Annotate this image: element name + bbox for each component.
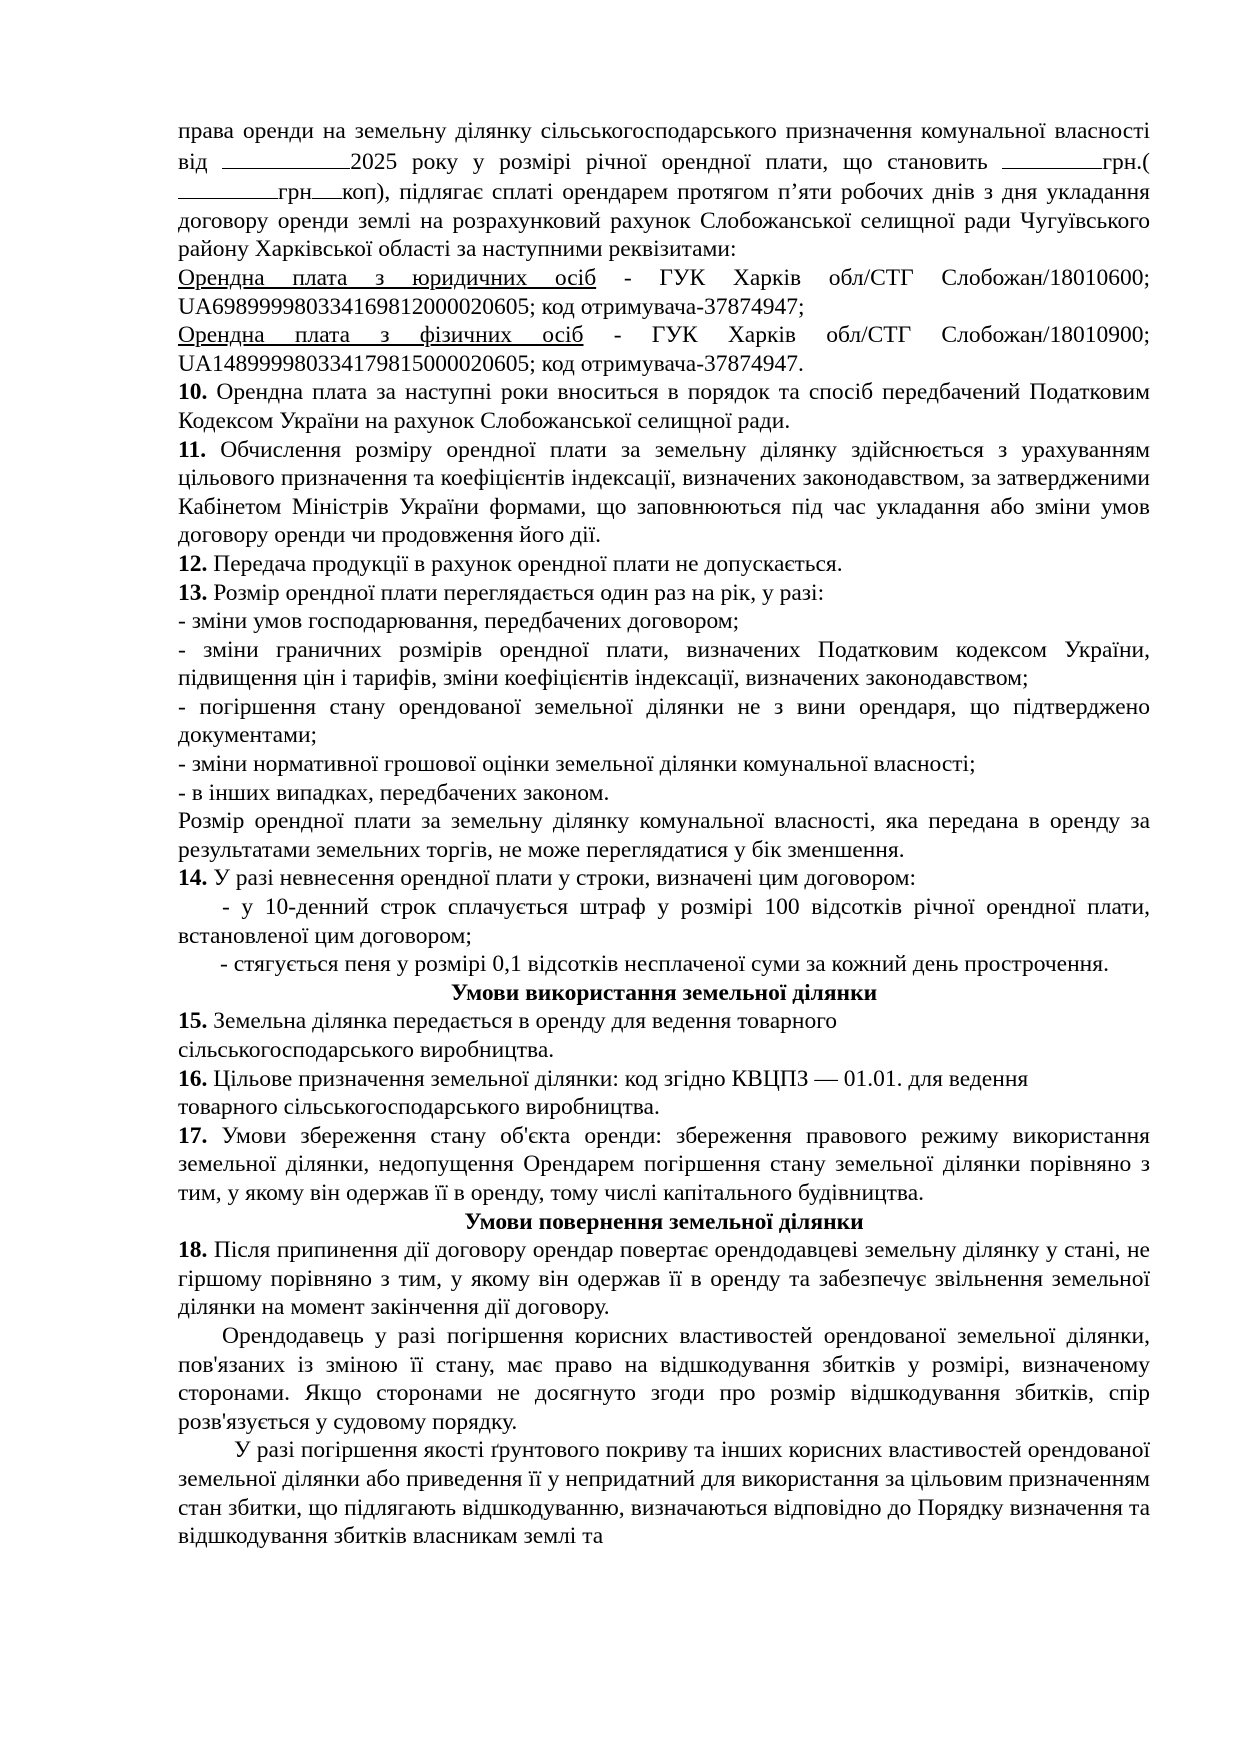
clause-number: 18. [178,1237,208,1264]
amount-words-blank [178,176,278,199]
clause-13-item: - погіршення стану орендованої земельної ділянки не з вини орендаря, що підтверджено документами; [178,693,1150,749]
clause-13-item: - зміни нормативної грошової оцінки земельної ділянки комунальної власності; [178,751,976,778]
clause-number: 14. [178,865,208,892]
clause-13-item: - зміни умов господарювання, передбачених договором; [178,608,740,635]
clause-text: Цільове призначення земельної ділянки: код згідно КВЦПЗ — 01.01. для ведення [207,1065,1029,1092]
legal-label: Орендна плата з юридичних осіб [178,264,597,291]
document-page [178,117,1150,1551]
clause-number: 15. [178,1008,208,1035]
clause-13-item: - в інших випадках, передбачених законом. [178,779,610,806]
clause-text: Після припинення дії договору орендар повертає орендодавцеві земельну ділянку у стані, не гіршому порівняно з тим, у якому він одержав її в оренду та забезпечує звільнення земельної ділянки на момент закінчення дії договору. [178,1237,1150,1321]
clause-13 [178,579,1150,608]
clause-11 [178,436,1150,550]
clause-text-cont: товарного сільськогосподарського виробництва. [178,1094,660,1121]
clause-text: Передача продукції в рахунок орендної плати не допускається. [207,550,843,577]
clause-number: 12. [178,550,208,577]
clause-15 [178,1007,1150,1064]
clause-17 [178,1122,1150,1208]
clause-16 [178,1065,1150,1122]
kop-blank [312,176,342,199]
intro-text-2: 2025 року у розмірі річної орендної плати, що становить [350,148,1003,175]
clause-18-paragraph-3: У разі погіршення якості ґрунтового покриву та інших корисних властивостей орендованої земельної ділянки або приведення її у непридатний для використання за цільовим призначенням стан збитки, що підлягають відшкодуванню, визначаються відповідно до Порядку визначення та відшкодування збитків власникам землі та [178,1437,1150,1550]
date-blank [222,146,350,169]
legal-text: - ГУК Харків обл/СТГ Слобожан/18010600; UA698999980334169812000020605; код отримувача-37874947; [178,264,1150,320]
physical-text: - ГУК Харків обл/СТГ Слобожан/18010900; UA148999980334179815000020605; код отримувача-37874947. [178,322,1150,377]
clause-text: Орендна плата за наступні роки вноситься в порядок та спосіб передбачений Податковим Кодексом України на рахунок Слобожанської селищної ради. [178,379,1150,434]
clause-number: 17. [178,1122,208,1149]
clause-14 [178,864,1150,893]
clause-14-item: - у 10-денний строк сплачується штраф у розмірі 100 відсотків річної орендної плати, встановленої цим договором; [178,894,1150,949]
section-heading-return: Умови повернення земельної ділянки [464,1208,864,1235]
clause-18-paragraph-2: Орендодавець у разі погіршення корисних властивостей орендованої земельної ділянки, пов'язаних із зміною її стану, має право на відшкодування збитків у розмірі, визначеному сторонами. Якщо сторонами не досягнуто згоди про розмір відшкодування збитків, спір розв'язується у судовому порядку. [178,1322,1150,1435]
intro-text-5: коп), підлягає сплаті орендарем протягом п’яти робочих днів з дня укладання договору оренди землі на розрахунковий рахунок Слобожанської селищної ради Чугуївського району Харківської області за наступними реквізитами: [178,179,1150,263]
clause-text: Розмір орендної плати переглядається один раз на рік, у разі: [207,579,825,606]
requisites-legal [178,264,1150,321]
physical-label: Орендна плата з фізичних осіб [178,322,584,349]
clause-14-item: - стягується пеня у розмірі 0,1 відсотків несплаченої суми за кожний день прострочення. [220,951,1109,978]
intro-text-3: грн.( [1102,148,1150,175]
clause-13-note: Розмір орендної плати за земельну ділянку комунальної власності, яка передана в оренду за результатами земельних торгів, не може переглядатися у бік зменшення. [178,808,1150,863]
clause-18 [178,1236,1150,1322]
clause-12 [178,550,1150,579]
clause-number: 11. [178,436,207,463]
clause-number: 16. [178,1065,208,1092]
amount-blank [1002,146,1102,169]
clause-number: 13. [178,579,208,606]
intro-text-4: грн [278,179,312,206]
clause-text: Умови збереження стану об'єкта оренди: збереження правового режиму використання земельної ділянки, недопущення Орендарем погіршення стану земельної ділянки порівняно з тим, у якому він одержав її в оренду, тому числі капітального будівництва. [178,1122,1150,1206]
clause-13-item: - зміни граничних розмірів орендної плати, визначених Податковим кодексом України, підвищення цін і тарифів, зміни коефіцієнтів індексації, визначених законодавством; [178,636,1150,692]
clause-text: Земельна ділянка передається в оренду для ведення товарного [207,1008,838,1035]
clause-text-cont: сільськогосподарського виробництва. [178,1037,555,1063]
intro-text-1: права оренди на земельну ділянку сільськогосподарського призначення комунальної власності від [178,118,1150,175]
clause-number: 10. [178,379,208,406]
clause-10 [178,378,1150,435]
intro-paragraph [178,117,1150,264]
clause-text: Обчислення розміру орендної плати за земельну ділянку здійснюється з урахуванням цільового призначення та коефіцієнтів індексації, визначених законодавством, за затвердженими Кабінетом Міністрів України формами, що заповнюються під час укладання або зміни умов договору оренди чи продовження його дії. [178,436,1150,549]
requisites-physical [178,321,1150,378]
section-heading-usage: Умови використання земельної ділянки [450,979,878,1006]
clause-text: У разі невнесення орендної плати у строки, визначені цим договором: [207,865,917,892]
